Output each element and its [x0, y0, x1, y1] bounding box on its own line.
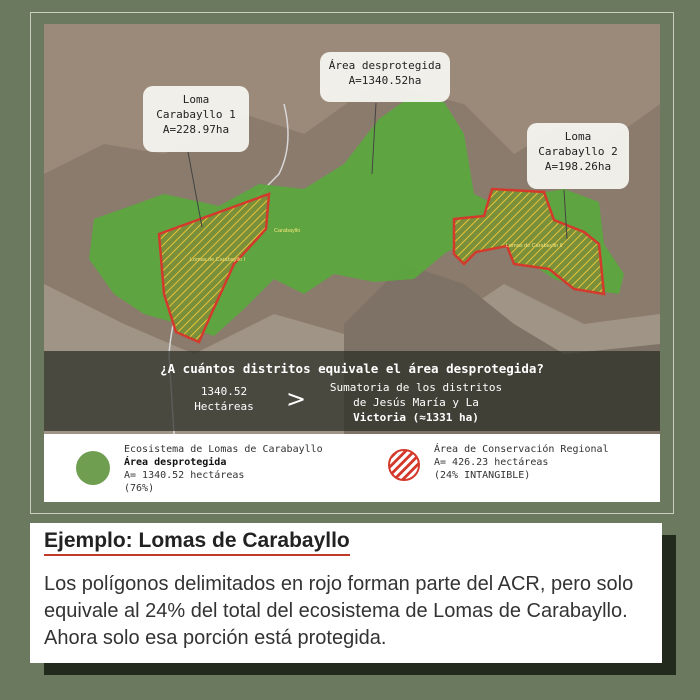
text-title: Ejemplo: Lomas de Carabayllo: [44, 529, 350, 556]
callout-desprotegida-line1: Área desprotegida: [328, 59, 442, 72]
callout-loma-2: [527, 123, 629, 189]
stat-left-value: 1340.52: [200, 385, 248, 398]
legend-acr-percent: (24% INTANGIBLE): [434, 470, 531, 481]
question-bar: [44, 351, 660, 431]
legend-swatch-acr: [388, 449, 420, 481]
question-title: ¿A cuántos distritos equivale el área desprotegida?: [160, 361, 544, 376]
legend-swatch-unprotected: [76, 451, 110, 485]
legend-ecosystem-title: Ecosistema de Lomas de Carabayllo: [124, 444, 323, 455]
callout-loma-2-line3: A=198.26ha: [544, 160, 612, 173]
map-label-lomas-1: Lomas de Carabayllo I: [190, 257, 246, 263]
legend-acr: [434, 443, 609, 482]
arrow-icon: >: [286, 385, 307, 413]
legend-acr-title: Área de Conservación Regional: [434, 444, 609, 455]
callout-loma-2-line2: Carabayllo 2: [538, 145, 618, 158]
callout-loma-1-line3: A=228.97ha: [162, 123, 230, 136]
stat-left-unit: Hectáreas: [194, 400, 254, 413]
callout-desprotegida: [320, 52, 450, 102]
text-box: [30, 523, 662, 663]
legend-ecosystem-percent: (76%): [124, 483, 155, 494]
callout-loma-2-line1: Loma: [564, 130, 592, 143]
callout-desprotegida-line2: A=1340.52ha: [348, 74, 422, 87]
legend-ecosystem-subtitle: Área desprotegida: [124, 457, 227, 468]
legend: [44, 434, 660, 502]
callout-loma-1-line1: Loma: [182, 93, 210, 106]
stat-right-line3: Victoria (≈1331 ha): [353, 411, 479, 424]
stat-right: [316, 380, 516, 425]
legend-ecosystem-area: A= 1340.52 hectáreas: [124, 470, 245, 481]
callout-loma-1-line2: Carabayllo 1: [156, 108, 236, 121]
legend-acr-area: A= 426.23 hectáreas: [434, 457, 549, 468]
map-card: [44, 24, 660, 502]
legend-ecosystem: [124, 443, 323, 495]
stat-right-line1: Sumatoria de los distritos: [329, 381, 503, 394]
stat-right-line2: de Jesús María y La: [353, 396, 479, 409]
callout-loma-1: [143, 86, 249, 152]
map-label-lomas-2: Lomas de Carabayllo II: [506, 243, 563, 249]
stat-left: [184, 384, 264, 414]
text-body: Los polígonos delimitados en rojo forman parte del ACR, pero solo equivale al 24% del total del ecosistema de Lomas de Carabayllo. Ahora solo esa porción está protegida.: [44, 573, 634, 649]
map-label-carabayllo: Carabayllo: [274, 228, 301, 234]
